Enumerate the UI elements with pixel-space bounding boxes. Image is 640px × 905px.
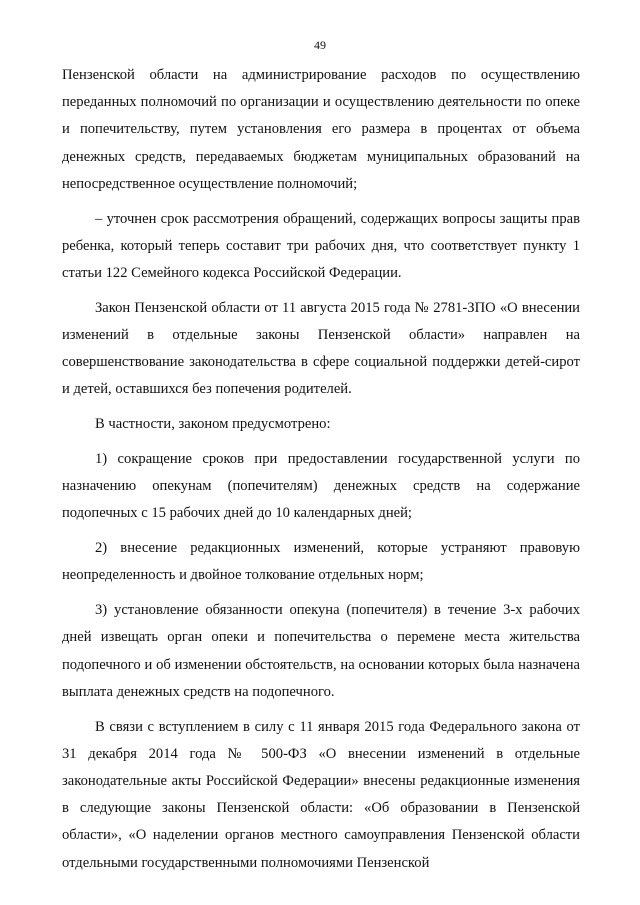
paragraph-law-2781: Закон Пензенской области от 11 августа 2015 года № 2781-ЗПО «О внесении изменений в отдельные законы Пензенской области» направлен на совершенствование законодательства в сфере социальной поддержки детей-сирот и детей, оставшихся без попечения родителей. bbox=[62, 299, 580, 398]
document-body bbox=[62, 62, 580, 877]
paragraph-federal-law-500: В связи с вступлением в силу с 11 января 2015 года Федерального закона от 31 декабря 2014 года № 500-ФЗ «О внесении изменений в отдельные законодательные акты Российской Федерации» внесены редакционные изменения в следующие законы Пензенской области: «Об образовании в Пензенской области», «О наделении органов местного самоуправления Пензенской области отдельными государственными полномочиями Пензенской bbox=[62, 718, 580, 871]
list-item-3: 3) установление обязанности опекуна (попечителя) в течение 3-х рабочих дней извещать орган опеки и попечительства о перемене места жительства подопечного и об изменении обстоятельств, на основании которых была назначена выплата денежных средств на подопечного. bbox=[62, 602, 580, 700]
page-number: 49 bbox=[314, 38, 326, 52]
list-item-1: 1) сокращение сроков при предоставлении государственной услуги по назначению опекунам (попечителям) денежных средств на содержание подопечных с 15 рабочих дней до 10 календарных дней; bbox=[62, 451, 580, 522]
paragraph-in-particular: В частности, законом предусмотрено: bbox=[95, 416, 331, 433]
list-item-2: 2) внесение редакционных изменений, которые устраняют правовую неопределенность и двойное толкование отдельных норм; bbox=[62, 540, 580, 584]
paragraph-deadline-clarification: – уточнен срок рассмотрения обращений, содержащих вопросы защиты прав ребенка, который теперь составит три рабочих дня, что соответствует пункту 1 статьи 122 Семейного кодекса Российской Федерации. bbox=[62, 210, 580, 282]
paragraph-continuation: Пензенской области на администрирование расходов по осуществлению переданных полномочий по организации и осуществлению деятельности по опеке и попечительству, путем установления его размера в процентах от объема денежных средств, передаваемых бюджетам муниципальных образований на непосредственное осуществление полномочий; bbox=[62, 67, 580, 192]
